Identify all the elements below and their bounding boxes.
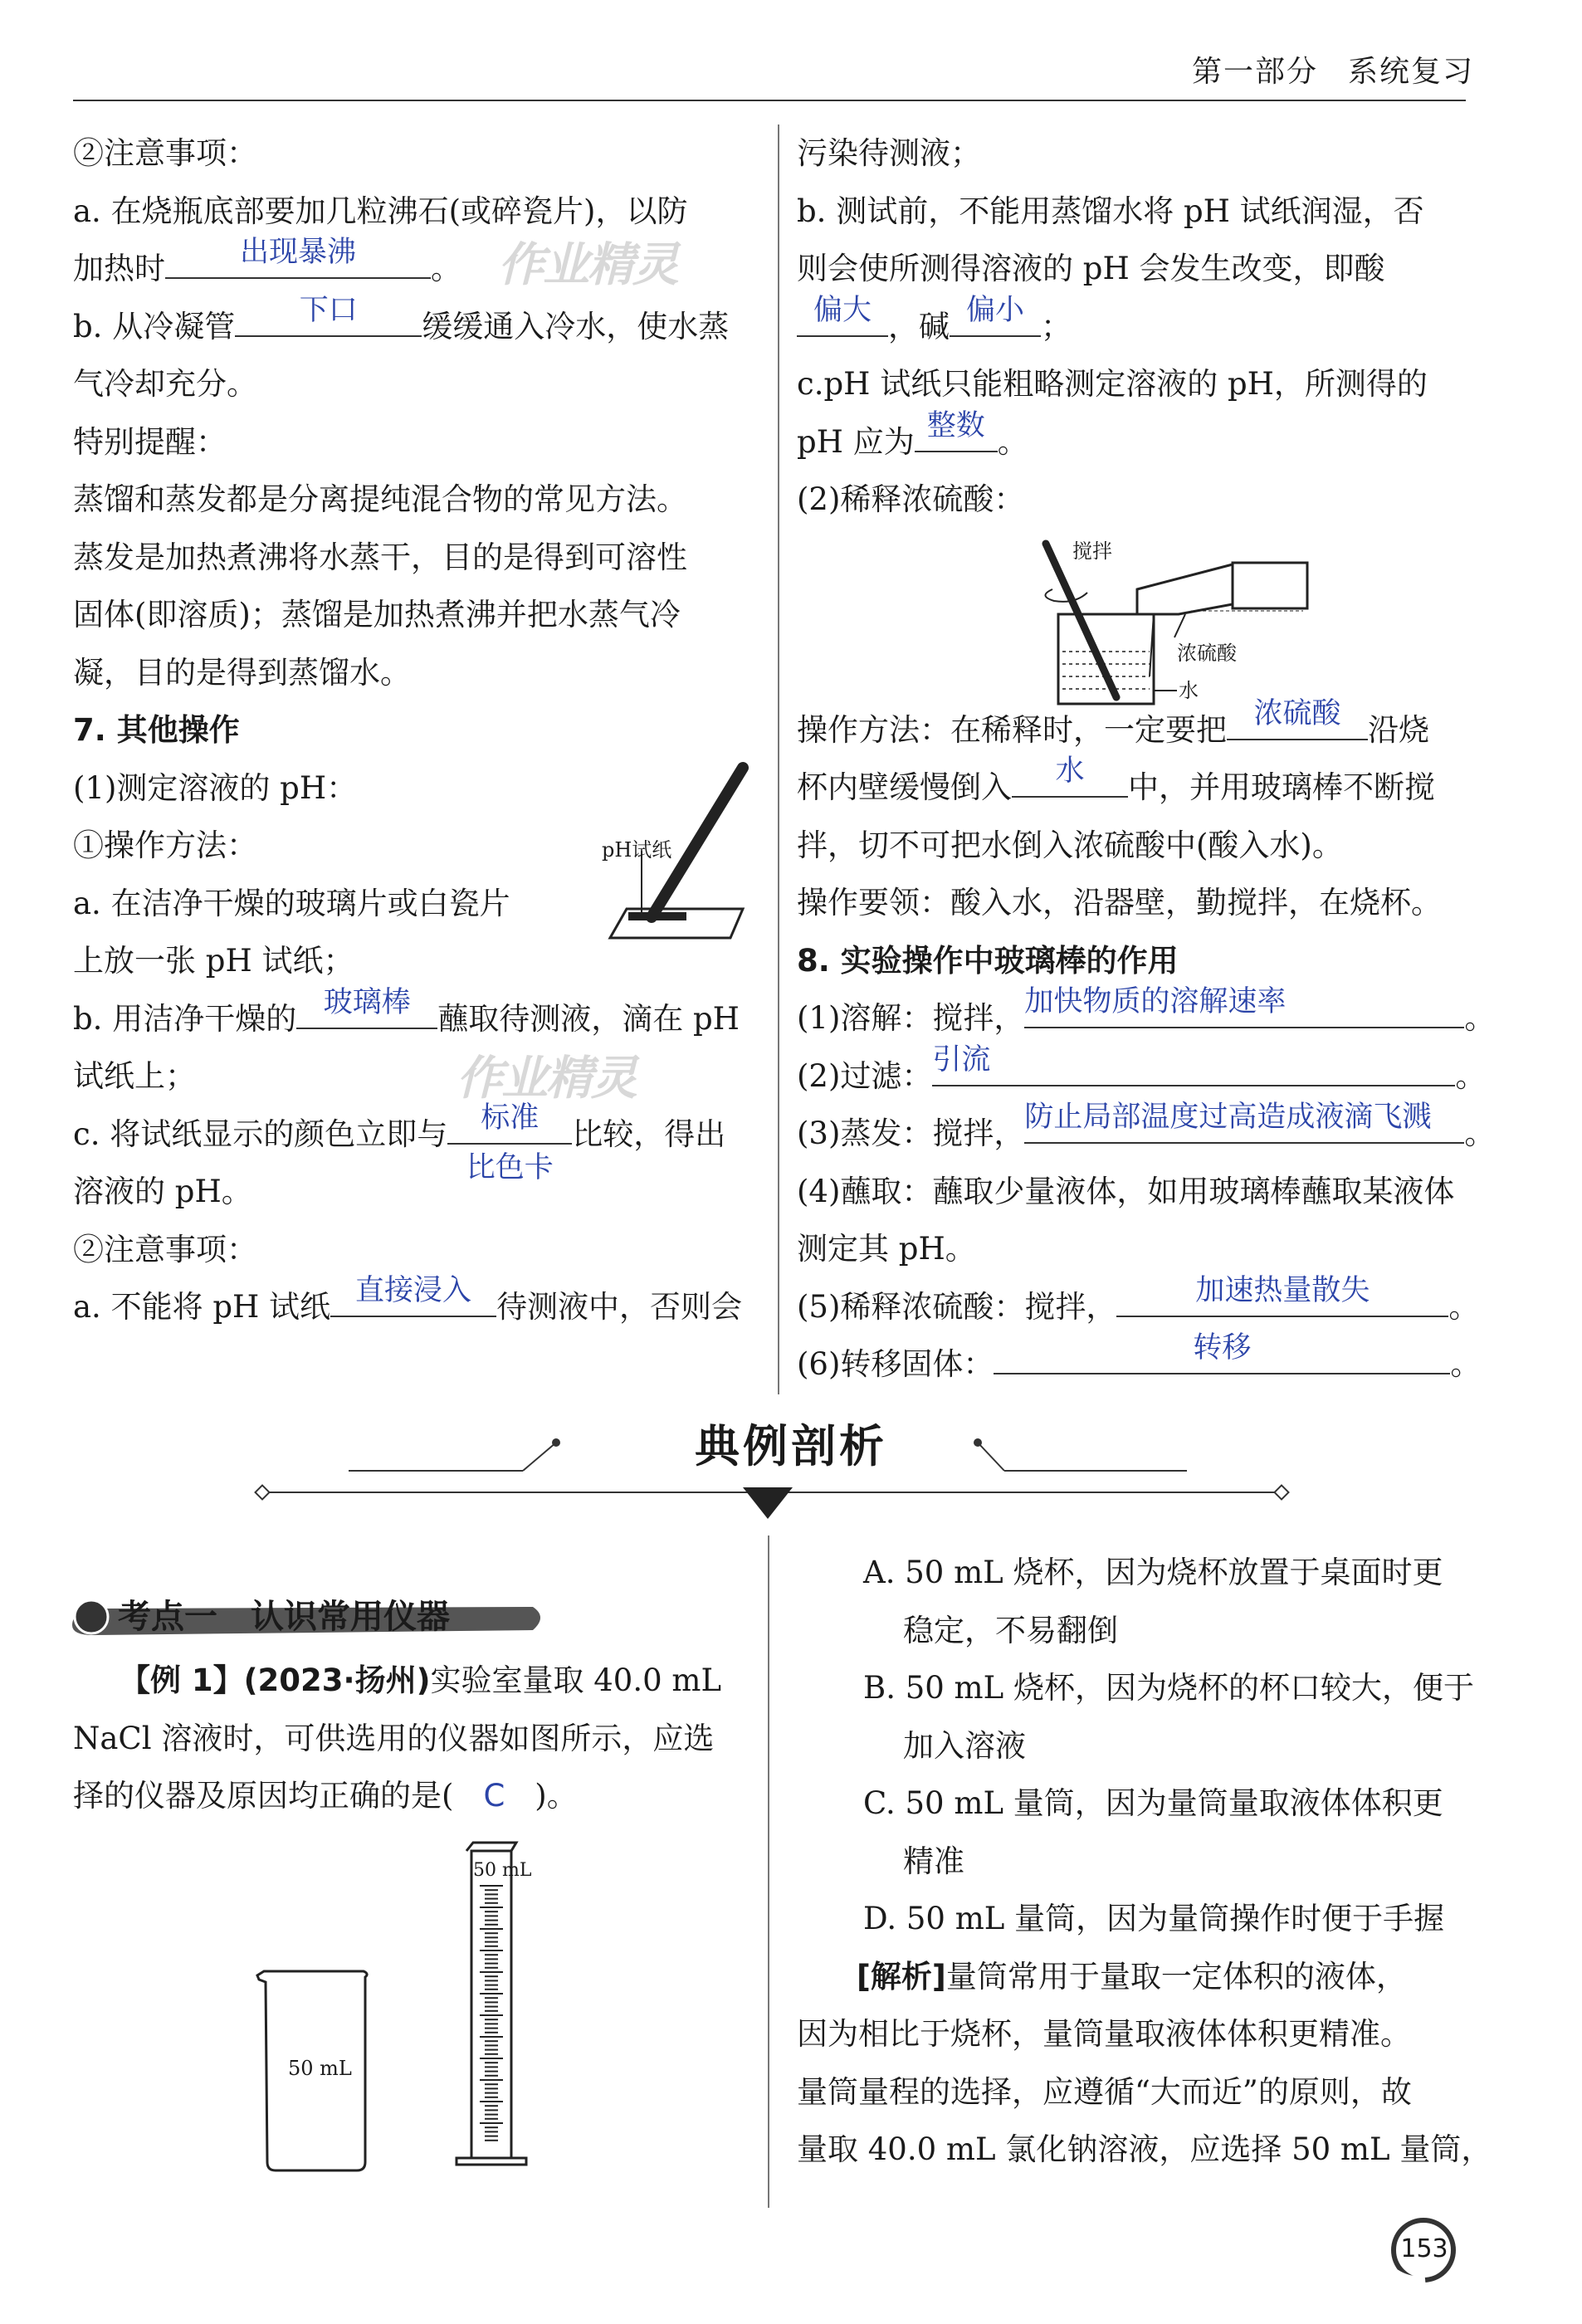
dilute-acid-figure [1029, 531, 1345, 710]
text-line: ①操作方法： [73, 828, 257, 863]
answer-blank: 加速热量散失 [1116, 1279, 1448, 1317]
text-line: 凝，目的是得到蒸馏水。 [73, 654, 411, 691]
left-column [73, 124, 754, 1336]
text-line: 择的仪器及原因均正确的是( C )。 [73, 1778, 578, 1814]
text-line: ②注意事项： [73, 1231, 257, 1267]
beaker-label: 50 mL [288, 2057, 352, 2080]
answer-blank: 标准 比色卡 [447, 1106, 572, 1145]
kaodian-title: 考点一 认识常用仪器 [118, 1598, 450, 1636]
option-b-cont: 加入溶液 [903, 1727, 1026, 1764]
beaker [1058, 614, 1154, 704]
option-c-cont: 精准 [903, 1843, 964, 1879]
answer-choice: C [483, 1778, 505, 1814]
reagent-bottle [1137, 564, 1233, 614]
text-line: b. 从冷凝管 下口 缓缓通入冷水，使水蒸 [73, 293, 730, 344]
answer-blank: 整数 [915, 414, 998, 452]
text-line: 固体(即溶质)；蒸馏是加热煮沸并把水蒸气冷 [73, 597, 681, 632]
text-line: 污染待测液； [797, 135, 981, 171]
kaodian-icon [75, 1600, 108, 1633]
watermark: 作业精灵 [498, 238, 677, 292]
option-d: D. 50 mL 量筒，因为量筒操作时便于手握 [863, 1901, 1445, 1936]
answer-blank: 偏大 [797, 299, 888, 337]
example-question [73, 1652, 762, 1825]
answer-blank: 水 [1012, 759, 1128, 798]
subsection-heading: 7. 其他操作 [73, 712, 240, 748]
page-number: 153 [1400, 2234, 1448, 2263]
text-line: 则会使所测得溶液的 pH 会发生改变，即酸 [797, 251, 1385, 286]
text-line: (2)稀释浓硫酸： [797, 481, 1025, 517]
column-divider [778, 124, 779, 1394]
watermark: 作业精灵 [457, 1052, 636, 1106]
glass-rod [1046, 544, 1116, 697]
section-marker [743, 1487, 793, 1519]
text-line: (3)蒸发：搅拌， 防止局部温度过高造成液滴飞溅 。 [797, 1101, 1496, 1151]
text-line: 气冷却充分。 [73, 366, 257, 402]
ph-test-figure [577, 759, 759, 942]
text-line: pH 应为 整数 。 [797, 408, 1028, 460]
text-line: b. 测试前，不能用蒸馏水将 pH 试纸润湿，否 [797, 193, 1424, 229]
answer-blank: 下口 [235, 299, 422, 337]
text-line: a. 在烧瓶底部要加几粒沸石(或碎瓷片)，以防 [73, 193, 688, 229]
text-line: 拌，切不可把水倒入浓硫酸中(酸入水)。 [797, 827, 1343, 863]
text-line: NaCl 溶液时，可供选用的仪器如图所示，应选 [73, 1720, 715, 1756]
text-line: 上放一张 pH 试纸； [73, 943, 354, 979]
text-line: 试纸上； [73, 1058, 196, 1094]
header-part: 第一部分 [1191, 55, 1318, 89]
water-label: 水 [1179, 679, 1199, 702]
text-line: (4)蘸取：蘸取少量液体，如用玻璃棒蘸取某液体 [797, 1173, 1455, 1209]
text-line: b. 用洁净干燥的 玻璃棒 蘸取待测液，滴在 pH [73, 985, 740, 1037]
answer-blank: 浓硫酸 [1227, 702, 1368, 740]
header-title: 系统复习 [1347, 55, 1474, 89]
page-header [1192, 48, 1474, 90]
answer-blank: 加快物质的溶解速率 [1024, 990, 1464, 1028]
answer-blank: 玻璃棒 [296, 991, 437, 1029]
text-line: 偏大 ，碱 偏小 ； [797, 298, 1486, 356]
right-column [797, 124, 1496, 1394]
answer-blank: 引流 [932, 1048, 1455, 1086]
analysis-line: 量筒量程的选择，应遵循“大而近”的原则，故 [797, 2073, 1412, 2110]
answer-blank: 防止局部温度过高造成液滴飞溅 [1024, 1106, 1464, 1144]
text-line: (1)溶解：搅拌， 加快物质的溶解速率 。 [797, 985, 1496, 1036]
graduated-cylinder [471, 1851, 511, 2158]
analysis-line: [解析]量筒常用于量取一定体积的液体， [857, 1958, 1407, 1994]
text-line: (6)转移固体： 转移 。 [797, 1331, 1482, 1382]
section-title: 典例剖析 [695, 1420, 887, 1472]
text-line: 【例 1】(2023·扬州)实验室量取 40.0 mL [120, 1662, 722, 1698]
acid-label: 浓硫酸 [1177, 642, 1237, 665]
text-line: (5)稀释浓硫酸：搅拌， 加速热量散失 。 [797, 1273, 1480, 1325]
answer-blank: 偏小 [950, 299, 1041, 337]
text-line: 操作方法：在稀释时，一定要把 浓硫酸 沿烧 [797, 696, 1429, 748]
text-line: a. 不能将 pH 试纸 直接浸入 待测液中，否则会 [73, 1274, 743, 1325]
text-line: 溶液的 pH。 [73, 1174, 252, 1209]
subsection-heading: 8. 实验操作中玻璃棒的作用 [797, 942, 1179, 979]
stir-label: 搅拌 [1072, 540, 1112, 563]
text-line: 特别提醒： [73, 423, 227, 460]
ph-paper-label: pH试纸 [602, 838, 672, 862]
text-line: 测定其 pH。 [797, 1231, 976, 1267]
cylinder-label: 50 mL [473, 1860, 532, 1881]
answer-blank: 转移 [994, 1336, 1450, 1374]
text-line: 蒸发是加热煮沸将水蒸干，目的是得到可溶性 [73, 539, 687, 575]
text-line: ②注意事项： [73, 135, 257, 171]
text-line: c. 将试纸显示的颜色立即与 标准 比色卡 比较，得出 [73, 1101, 726, 1184]
option-b: B. 50 mL 烧杯，因为烧杯的杯口较大，便于 [863, 1670, 1474, 1706]
text-line: 加热时 出现暴沸 。 [73, 236, 461, 286]
option-c: C. 50 mL 量筒，因为量筒量取液体体积更 [863, 1785, 1443, 1821]
instruments-figure [249, 1834, 581, 2175]
example-options [797, 1544, 1494, 2179]
option-a-cont: 稳定，不易翻倒 [903, 1612, 1118, 1648]
header-divider [73, 100, 1466, 101]
text-line: a. 在洁净干燥的玻璃片或白瓷片 [73, 885, 510, 921]
answer-blank: 直接浸入 [330, 1279, 496, 1317]
analysis-line: 因为相比于烧杯，量筒量取液体体积更精准。 [797, 2016, 1411, 2052]
text-line: (1)测定溶液的 pH： [73, 769, 358, 806]
column-divider [768, 1536, 769, 2208]
text-line: c.pH 试纸只能粗略测定溶液的 pH，所测得的 [797, 366, 1428, 402]
text-line: (2)过滤： 引流 。 [797, 1042, 1487, 1094]
answer-blank: 出现暴沸 [165, 241, 431, 279]
text-line: 蒸馏和蒸发都是分离提纯混合物的常见方法。 [73, 481, 687, 517]
option-a: A. 50 mL 烧杯，因为烧杯放置于桌面时更 [863, 1555, 1443, 1590]
text-line: 杯内壁缓慢倒入 水 中，并用玻璃棒不断搅 [797, 754, 1435, 805]
analysis-line: 量取 40.0 mL 氯化钠溶液，应选择 50 mL 量筒， [797, 2131, 1492, 2167]
text-line: 操作要领：酸入水，沿器壁，勤搅拌，在烧杯。 [797, 885, 1442, 920]
